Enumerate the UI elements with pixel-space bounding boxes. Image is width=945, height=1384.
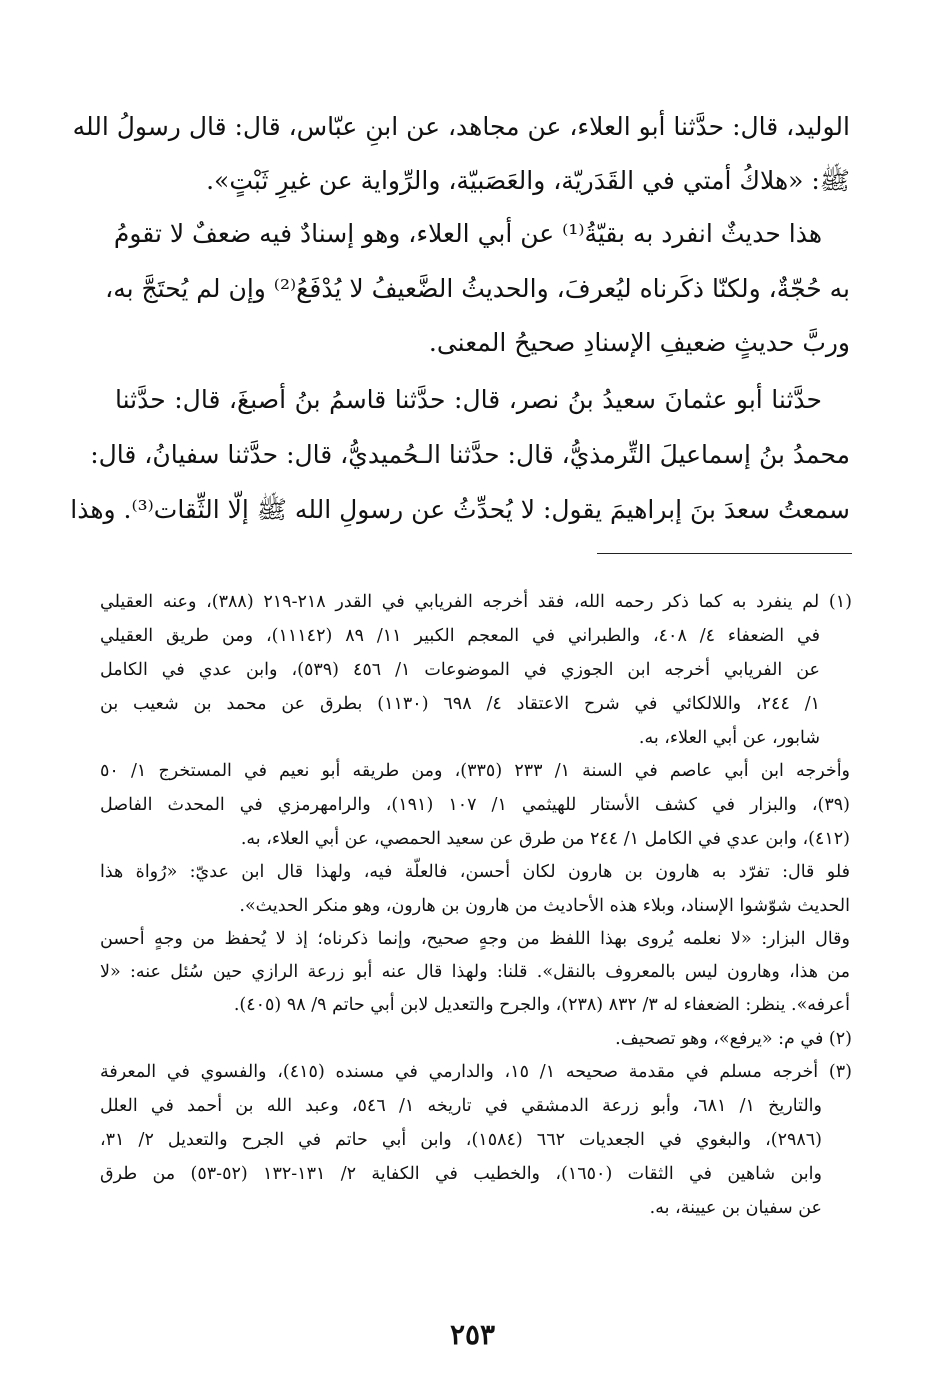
main-line: حدَّثنا أبو عثمانَ سعيدُ بنُ نصر، قال: حدَّثنا قاسمُ بنُ أصبغَ، قال: حدَّثنا (115, 385, 822, 414)
page-number: ٢٥٣ (449, 1318, 496, 1351)
footnote-line: وابن شاهين في الثقات (١٦٥٠)، والخطيب في الكفاية ٢/ ١٣١-١٣٢ (٥٢-٥٣) من طرق (100, 1164, 822, 1184)
footnote-line: أعرفه». ينظر: الضعفاء له ٣/ ٨٣٢ (٢٣٨)، والجرح والتعديل لابن أبي حاتم ٩/ ٩٨ (٤٠٥). (233, 995, 850, 1015)
footnote-line: والتاريخ ١/ ٦٨١، وأبو زرعة الدمشقي في تاريخه ١/ ٥٤٦، وعبد الله بن أحمد في العلل (100, 1096, 822, 1116)
footnote-line: عن الفريابي أخرجه ابن الجوزي في الموضوعات ١/ ٤٥٦ (٥٣٩)، وابن عدي في الكامل (100, 660, 820, 680)
footnote-line: الحديث شوّشوا الإسناد، وبلاء هذه الأحاديث من هارون بن هارون، وهو منكر الحديث». (239, 896, 850, 916)
footnote-line: من هذا، وهارون ليس بالمعروف بالنقل». قلنا: ولهذا قال عنه أبو زرعة الرازي حين سُئل عنه: «لا (100, 962, 850, 982)
main-line: ﷺ: «هلاكُ أمتي في القَدَريّة، والعَصَبيّة، والرِّواية عن غيرِ ثَبْتٍ». (206, 166, 850, 195)
footnote-line: (٢٩٨٦)، والبغوي في الجعديات ٦٦٢ (١٥٨٤)، وابن أبي حاتم في الجرح والتعديل ٢/ ٣١، (100, 1130, 822, 1150)
footnote-line: في الضعفاء ٤/ ٤٠٨، والطبراني في المعجم الكبير ١١/ ٨٩ (١١١٤٢)، ومن طريق العقيلي (100, 626, 820, 646)
footnote-separator (597, 553, 852, 554)
main-line: وربَّ حديثٍ ضعيفِ الإسنادِ صحيحُ المعنى. (428, 328, 850, 357)
footnote-line: (٣٩)، والبزار في كشف الأستار للهيثمي ١/ ١٠٧ (١٩١)، والرامهرمزي في المحدث الفاصل (100, 795, 850, 815)
main-line: محمدُ بنُ إسماعيلَ التِّرمذيُّ، قال: حدَّثنا الـحُميديُّ، قال: حدَّثنا سفيانُ، قال: (90, 440, 850, 469)
footnote-line: وقال البزار: «لا نعلمه يُروى بهذا اللفظ من وجهٍ صحيح، وإنما ذكرناه؛ إذ لا يُحفظ من وجهٍ أحسن (100, 929, 850, 949)
footnote-line: فلو قال: تفرّد به هارون بن هارون لكان أحسن، فالعلّة فيه، ولهذا قال ابن عديّ: «رُواة هذا (100, 862, 850, 882)
main-line: هذا حديثٌ انفرد به بقيّةُ⁽¹⁾ عن أبي العلاء، وهو إسنادٌ فيه ضعفٌ لا تقومُ (113, 219, 822, 248)
main-line: سمعتُ سعدَ بنَ إبراهيمَ يقول: لا يُحدِّثُ عن رسولِ الله ﷺ إلّا الثِّقات⁽³⁾. وهذا (70, 495, 850, 524)
footnote-line: (٢) في م: «يرفع»، وهو تصحيف. (615, 1029, 852, 1049)
footnote-line: ١/ ٢٤٤، واللالكائي في شرح الاعتقاد ٤/ ٦٩٨ (١١٣٠) بطرق عن محمد بن شعيب بن (100, 694, 820, 714)
footnote-line: (٣) أخرجه مسلم في مقدمة صحيحه ١/ ١٥، والدارمي في مسنده (٤١٥)، والفسوي في المعرفة (100, 1062, 852, 1082)
footnote-line: وأخرجه ابن أبي عاصم في السنة ١/ ٢٣٣ (٣٣٥)، ومن طريقه أبو نعيم في المستخرج ١/ ٥٠ (100, 761, 851, 781)
footnote-line: شابور، عن أبي العلاء، به. (638, 728, 820, 748)
footnote-line: (٤١٢)، وابن عدي في الكامل ١/ ٢٤٤ من طرق عن سعيد الحمصي، عن أبي العلاء، به. (240, 829, 850, 849)
main-line: به حُجّةٌ، ولكنّا ذكَرناه ليُعرفَ، والحديثُ الضَّعيفُ لا يُدْفَعُ⁽²⁾ وإن لم يُحتَجَّ به، (105, 274, 850, 303)
main-line: الوليد، قال: حدَّثنا أبو العلاء، عن مجاهد، عن ابنِ عبّاس، قال: قال رسولُ الله (72, 112, 850, 141)
footnote-line: (١) لم ينفرد به كما ذكر رحمه الله، فقد أخرجه الفريابي في القدر ٢١٨-٢١٩ (٣٨٨)، وعنه العقيلي (100, 592, 852, 612)
footnote-line: عن سفيان بن عيينة، به. (649, 1198, 822, 1218)
